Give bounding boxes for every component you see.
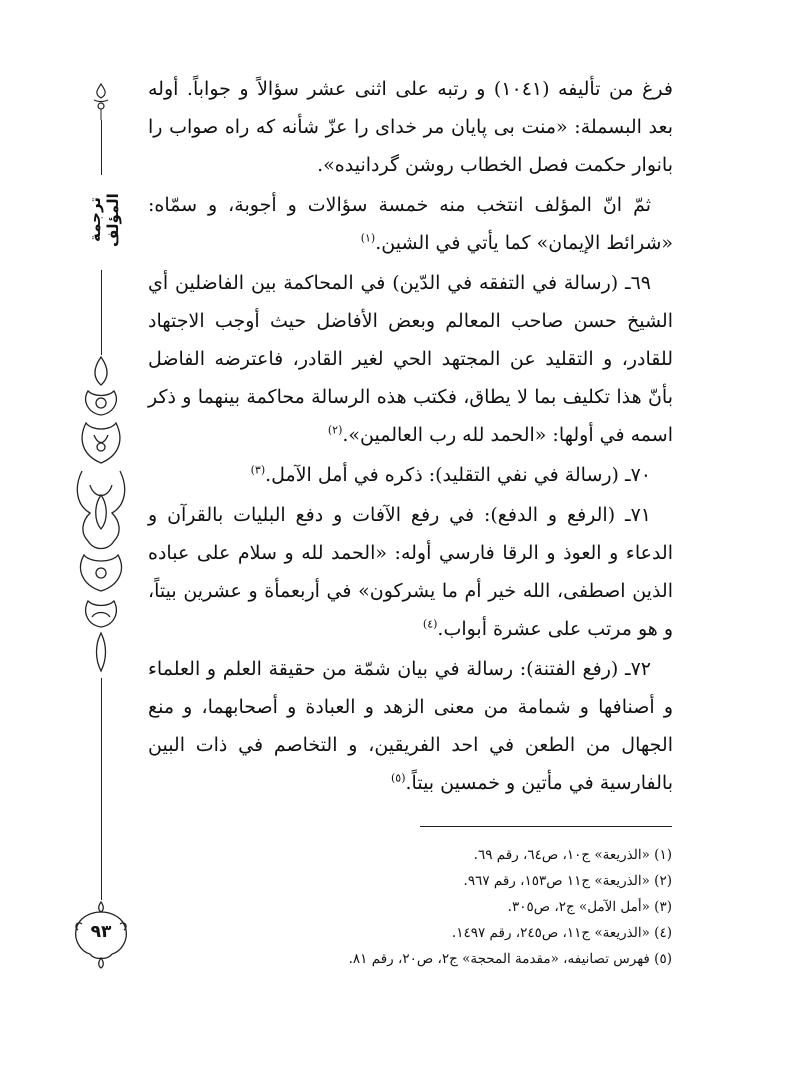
paragraph-text: ٧٢ـ (رفع الفتنة): رسالة في بيان شمّة من حقيقة العلم و العلماء و أصنافها و شمامة من معنى الزهد و العبادة و أصحابهما، و منع الجهال من الطعن في احد الفريقين، و التخاصم في ذات البين بالفارسية في مأتين و خمسين بيتاً. — [148, 658, 673, 794]
paragraph-text: ٦٩ـ (رسالة في التفقه في الدّين) في المحاكمة بين الفاضلين أي الشيخ حسن صاحب المعالم وبعض الأفاضل حيث أوجب الاجتهاد للقادر، و التقليد عن المجتهد الحي لغير القادر، فاعترضه الفاضل بأنّ هذا تكليف بما لا يطاق، فكتب هذه الرسالة محاكمة بينهما و ذكر اسمه في أولها: «الحمد لله رب العالمين». — [148, 272, 673, 446]
note-mark: (٤) — [422, 617, 438, 631]
footnote: (٤) «الذريعة» ج١١، ص٢٤٥، رقم ١٤٩٧. — [451, 925, 672, 941]
paragraph-text: فرغ من تأليفه (١٠٤١) و رتبه على اثنى عشر سؤالاً و جواباً. أوله بعد البسملة: «منت بى پايان مر خداى را عزّ شأنه كه راه صواب را بانوار حكمت فصل الخطاب روشن گردانيده». — [148, 78, 673, 176]
footnote-separator — [420, 826, 672, 827]
note-mark: (٢) — [327, 423, 343, 437]
running-title: ترجمة المؤلف — [86, 193, 122, 247]
note-mark: (٥) — [391, 771, 406, 785]
footnotes — [300, 842, 672, 972]
note-mark: (٣) — [250, 463, 266, 477]
paragraph — [148, 650, 673, 802]
page-number-cartouche — [72, 900, 130, 970]
paragraph-text: ثمّ انّ المؤلف انتخب منه خمسة سؤالات و أجوبة، و سمّاه: «شرائط الإيمان» كما يأتي في الشين. — [148, 194, 673, 254]
paragraph — [148, 186, 673, 262]
top-finial-icon — [72, 80, 130, 120]
arabesque-ornament-icon — [72, 355, 130, 675]
footnote: (٢) «الذريعة» ج١١ ص١٥٣، رقم ٩٦٧. — [463, 873, 672, 889]
margin-ornament-column — [72, 80, 130, 1000]
page-number: ٩٣ — [90, 922, 112, 942]
footnote: (٥) فهرس تصانيفه، «مقدمة المحجة» ج٢، ص٢٠، رقم ٨١. — [348, 951, 672, 967]
note-mark: (١) — [360, 231, 376, 245]
paragraph — [148, 456, 673, 494]
paragraph — [148, 496, 673, 648]
main-text — [148, 70, 673, 802]
paragraph-text: ٧١ـ (الرفع و الدفع): في رفع الآفات و دفع البليات بالقرآن و الدعاء و العوذ و الرقا فارسي أوله: «الحمد لله و سلام على عباده الذين اصطفى، الله خير أم ما يشركون» في أربعمأة و عشرين بيتاً، و هو مرتب على عشرة أبواب. — [148, 504, 673, 640]
footnote: (٣) «أمل الآمل» ج٢، ص٣٠٥. — [507, 899, 672, 915]
footnote: (١) «الذريعة» ج١٠، ص٦٤، رقم ٦٩. — [473, 847, 672, 863]
paragraph — [148, 70, 673, 184]
paragraph — [148, 264, 673, 454]
paragraph-text: ٧٠ـ (رسالة في نفي التقليد): ذكره في أمل الآمل. — [265, 464, 651, 486]
